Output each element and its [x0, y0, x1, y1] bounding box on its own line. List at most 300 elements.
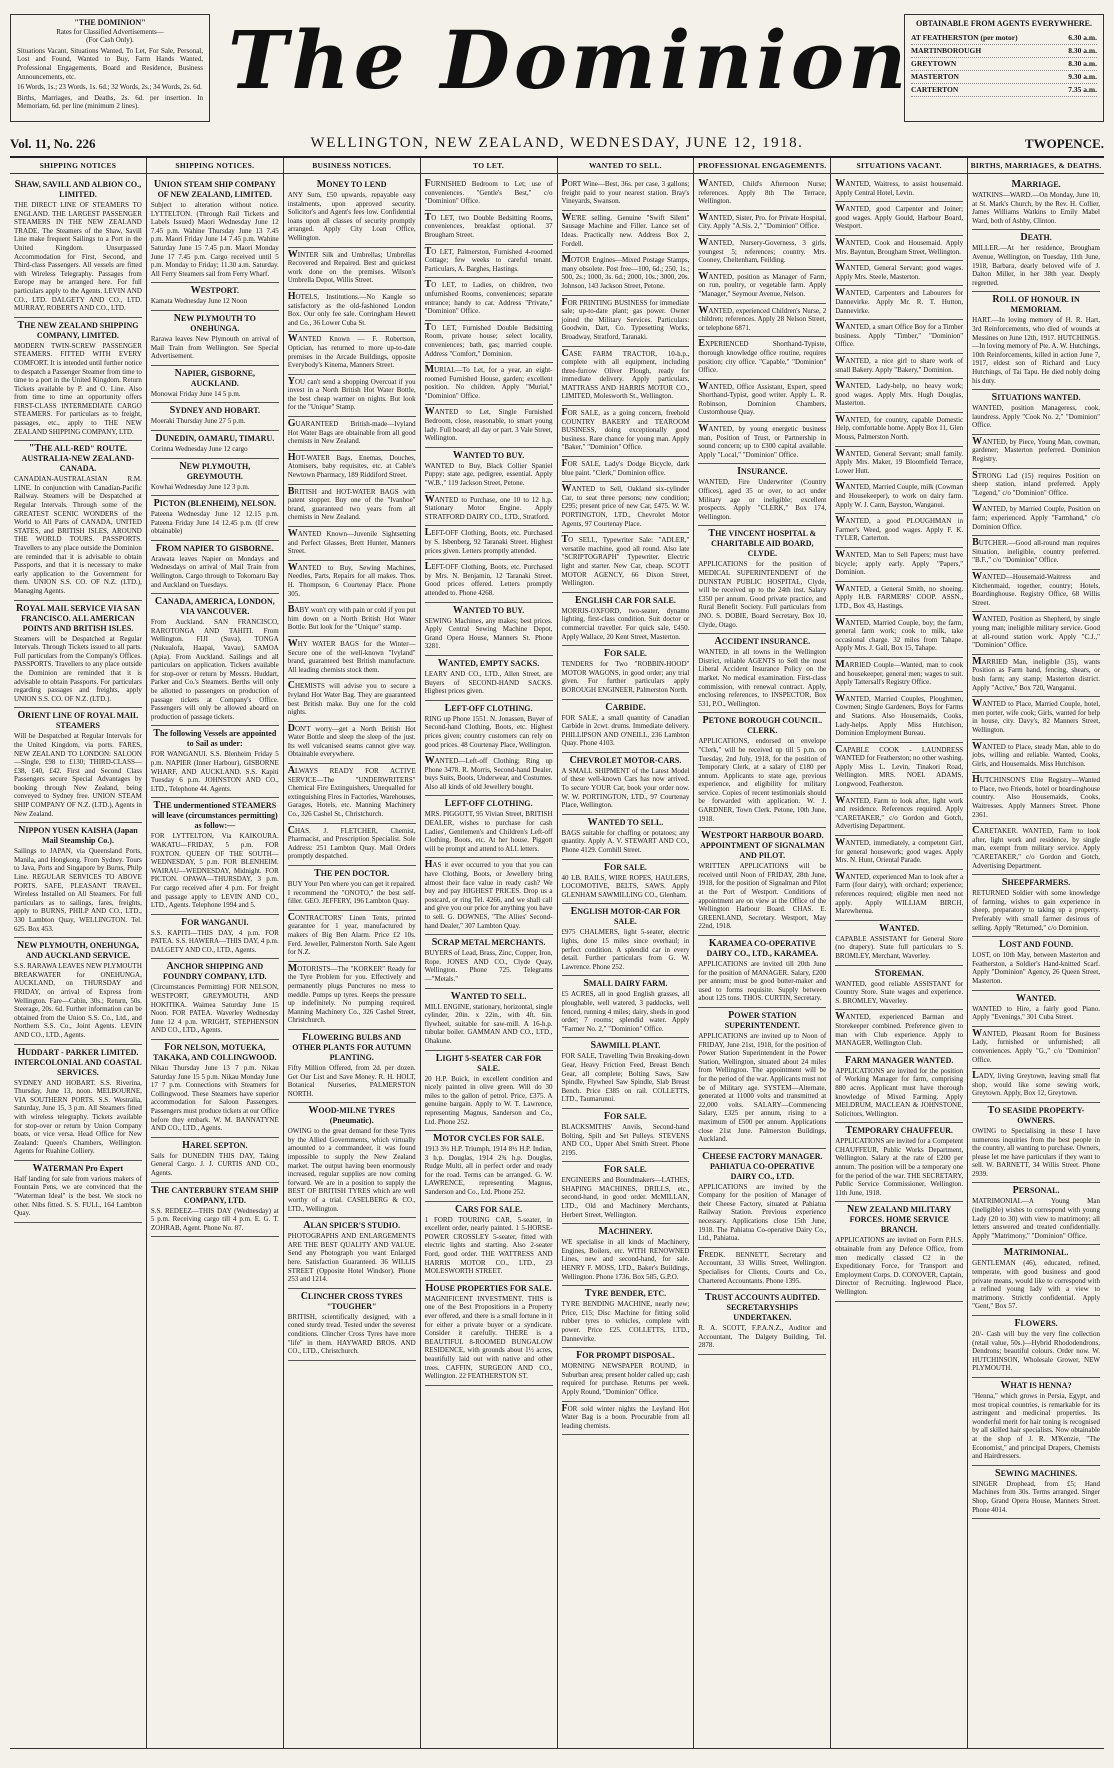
- advertisement: [562, 593, 690, 646]
- advertisement: [972, 1103, 1100, 1184]
- advertisement-body: WANTED, a nice girl to share work of small Bakery. Apply "Bakery," Dominion.: [835, 354, 964, 374]
- advertisement: [972, 875, 1100, 937]
- advertisement-body: MOTORISTS—The "KORKER" Ready for the Tyre Problem for you. Effectively and permanently plugs Punctures no mess to meddle. Pumps up tyres. Keeps the pressure up indefinitely. No pumping required. Manning Machinery Co., 326 Cashel Street, Christchurch.: [287, 962, 416, 1025]
- advertisement: [562, 860, 690, 905]
- advertisement-body: FOR LYTTELTON, Via KAIKOURA. WAKATU—FRIDAY, 5 p.m. FOR FOXTON. QUEEN OF THE SOUTH—WEDNESDAY, 5 p.m. FOR BLENHEIM. WAIRAU—WEDNESDAY, Midnight. FOR PICTON. OPAWA—THURSDAY, 3 p.m. For cargo received after 4 p.m. For freight and passage apply to LEVIN AND CO., LTD., Agents. Telephone 1994 and 5.: [150, 832, 279, 910]
- advertisement: [972, 536, 1100, 570]
- advertisement: [972, 773, 1100, 824]
- advertisement: [835, 236, 963, 261]
- advertisement: [562, 253, 690, 295]
- advertisement-body: Kowhai Wednesday June 12 3 p.m.: [150, 482, 250, 491]
- agents-place: CARTERTON: [911, 85, 959, 94]
- advertisement-body: BAGS suitable for chaffing or potatoes; any quantity. Apply A. V. STEWART AND CO., Phone 4129. Cornhill Street.: [561, 828, 690, 855]
- advertisement: [698, 1149, 826, 1248]
- advertisement-body: FOR SALE, Travelling Twin Breaking-down Gear, Heavy Friction Feed, Breast Bench Gear, all complete; Bolting Saws, Saw Spindle, Flywheel Saw Spindle, Slab Breast Bench. Price £385 on rail. COLLETTS, LTD., Taumarunui.: [561, 1052, 690, 1104]
- advertisement-body: WANTED, Farm to look after, light work and residence. References required. Apply "CARETAKER," c/o Gordon and Gotch, Advertising Department.: [835, 794, 964, 831]
- advertisement: [288, 248, 416, 290]
- advertisement: [562, 406, 690, 457]
- advertisement-body: WANTED, Sister, Pro. for Private Hospital, City. Apply "A.Sis. 2," "Dominion" Office.: [698, 211, 827, 231]
- advertisement: [288, 451, 416, 485]
- advertisement-heading: DEATH.: [1020, 232, 1052, 244]
- advertisement: [835, 202, 963, 236]
- advertisement-heading: WANTED TO BUY.: [452, 604, 525, 616]
- advertisement-heading: SEWING MACHINES.: [995, 1467, 1078, 1479]
- advertisement: [698, 1248, 826, 1290]
- column-5: [558, 158, 695, 1748]
- rates-box-line: Situations Vacant, Situations Wanted, To Let, For Sale, Personal, Lost and Found, Wanted to Buy, Farm Hands Wanted, Professional Engagements, Board and Residence, Business Announcements, etc.: [17, 46, 203, 81]
- advertisement: [562, 815, 690, 860]
- column-heading: SHIPPING NOTICES: [10, 158, 146, 174]
- advertisement-body: TENDERS for Two "ROBBIN-HOOD" MOTOR WAGONS, in good order; any trial given. For further particulars apply BOROUGH ENGINEER, Palmerston North.: [561, 660, 690, 694]
- advertisement: [425, 405, 553, 447]
- advertisement-heading: PICTON (BLENHEIM), NELSON.: [153, 498, 277, 510]
- advertisement: [972, 1378, 1100, 1466]
- advertisement-body: WANTED, Carpenters and Labourers for Dannevirke. Apply Mr. R. T. Hutton, Dannevirke.: [835, 287, 964, 315]
- advertisement-heading: FOR NELSON, MOTUEKA, TAKAKA, AND COLLINGWOOD.: [153, 1042, 277, 1063]
- advertisement: [562, 1162, 690, 1224]
- advertisement-heading: SCRAP METAL MERCHANTS.: [431, 937, 546, 949]
- advertisement-body: LEARY AND CO., LTD., Allen Street, are Buyers of SECOND-HAND SACKS. Highest prices given.: [424, 669, 553, 696]
- advertisement-body: WANTED to Sell, Oakland six-cylinder Car, to seat three persons; new condition; £295; present price of new Car, £475. W. W. PORTINGTON, LTD., Chevrolet Motor Agents, 97 Courtenay Place.: [561, 483, 690, 528]
- advertisement-body: CASE FARM TRACTOR, 10-h.p., complete with all equipment, including three-furrow Oliver Plough, ready for immediate delivery. Apply particulars, MATTRASS AND HARRIS MOTOR CO., LIMITED, Molesworth St., Wellington.: [561, 347, 690, 401]
- advertisement-heading: FLOWERS.: [1014, 1318, 1058, 1329]
- advertisement-heading: WESTPORT HARBOUR BOARD. APPOINTMENT OF SIGNALMAN AND PILOT.: [700, 830, 825, 861]
- advertisement-heading: MONEY TO LEND: [316, 179, 387, 190]
- advertisement: [698, 337, 826, 379]
- advertisement-heading: ENGLISH MOTOR-CAR FOR SALE.: [570, 906, 681, 927]
- advertisement: [972, 740, 1100, 774]
- advertisement: [835, 1010, 963, 1052]
- advertisement-body: YOU can't send a shopping Overcoat if you invest in a North British Hot Water Bottle, the best cheap warmer on nights. But look for the "Unique" Stamp.: [287, 375, 416, 412]
- advertisement: [698, 1290, 826, 1355]
- advertisement-body: WINTER Silk and Umbrellas; Umbrellas Recovered and Repaired. Best and quickest work done on the premises. Wilson's Umbrella Depot, Willis Street.: [287, 248, 416, 285]
- advertisement-heading: UNION STEAM SHIP COMPANY OF NEW ZEALAND, LIMITED.: [153, 179, 276, 199]
- advertisement: [425, 858, 553, 935]
- advertisement-body: Sails for DUNEDIN THIS DAY, Taking General Cargo. J. J. CURTIS AND CO., Agents.: [150, 1151, 279, 1177]
- advertisement-heading: CANADA, AMERICA, LONDON, VIA VANCOUVER.: [154, 596, 275, 617]
- agents-table: [911, 32, 1097, 97]
- advertisement: [698, 177, 826, 211]
- advertisement-heading: FLOWERING BULBS AND OTHER PLANTS FOR AUTUMN PLANTING.: [292, 1031, 412, 1062]
- advertisement: [972, 1069, 1100, 1103]
- advertisement: [151, 915, 279, 960]
- advertisement: [698, 713, 826, 828]
- advertisement-heading: MOTOR CYCLES FOR SALE.: [433, 1133, 545, 1145]
- advertisement-heading: NIPPON YUSEN KAISHA (Japan Mail Steamship Co.).: [18, 825, 138, 846]
- advertisement-body: MODERN TWIN-SCREW PASSENGER STEAMERS. FITTED WITH EVERY COMFORT. It is intended until further notice to despatch a Passenger Steamer from time to time to a port in the United Kingdom. Return Tickets available by P. and O. Line. Also from time to time an opportunity offers FIRST-CLASS INTERMEDIATE CARGO STEAMERS. For particulars as to freight, passages, etc., apply to THE NEW ZEALAND SHIPPING COMPANY, LTD.: [14, 341, 142, 436]
- advertisement: [972, 292, 1100, 390]
- advertisement-body: WANTED to Purchase, one 10 to 12 h.p. Stationary Motor Engine. Apply STRATFORD DAIRY CO., LTD., Stratford.: [424, 493, 553, 521]
- advertisement-body: RETURNED Soldier with some knowledge of farming, wishes to gain experience in sheep, preparatory to taking up a property. Preferably with small farmer desirous of selling. Apply "Returned," c/o Dominion.: [972, 889, 1100, 932]
- advertisement-body: ENGINEERS and Boundmakers—LATHES, SHAPING MACHINES, DRILLS, etc., second-hand, in good order. McMILLAN, LTD., Old and Machinery Merchants, Herbert Street, Wellington.: [561, 1176, 690, 1219]
- advertisement: [698, 828, 826, 936]
- advertisement-body: ANY Sum, £50 upwards, repayable easy instalments, upon approved security. Solicitor's and Agent's fees low. Confidential loans upon all classes of security promptly arranged. Apply City Loan Office, Wellington.: [287, 191, 416, 242]
- price: TWOPENCE.: [1024, 136, 1104, 151]
- advertisement-heading: WANTED TO SELL.: [587, 816, 664, 828]
- advertisement-heading: FOR SALE.: [603, 1110, 647, 1122]
- advertisement: [835, 480, 963, 514]
- advertisement-body: APPLICATIONS are invited for a Competent CHAUFFEUR, Public Works Department, Wellington. Salary at the rate of £200 per annum. The position will be a temporary one for the period of the war. THE SECRETARY, Public Service Commissioner, Wellington. 11th June, 1918.: [835, 1137, 964, 1197]
- advertisement-body: WANTED, for country, capable Domestic Help, comfortable home. Apply Box 11, Glen Mouss, Palmerston North.: [835, 413, 964, 442]
- advertisement: [835, 794, 963, 836]
- column-8: [968, 158, 1104, 1748]
- advertisement: [151, 959, 279, 1040]
- advertisement-heading: WATERMAN Pro Expert: [32, 1162, 124, 1174]
- advertisement: [288, 1103, 416, 1218]
- advertisement-body: S.S. KAPITI—THIS DAY, 4 p.m. FOR PATEA. S.S. HAWERA—THIS DAY, 4 p.m. DALGETY AND CO., LTD., Agents.: [150, 928, 279, 954]
- advertisement: [972, 1245, 1100, 1316]
- advertisement-heading: ACCIDENT INSURANCE.: [714, 636, 811, 648]
- advertisement-body: MAGNIFICENT INVESTMENT. THIS is one of the Best Propositions in a Property ever offered, and there is a small fortune in it for either a private buyer or a syndicate. Consider it carefully. THERE is a BEAUTIFUL 8-ROOMED BUNGALOW RESIDENCE, with grounds about 1½ acres, beautifully laid out with native and other trees. CAFFIN, SURGEON AND CO., Wellington. 22 FEATHERSTON ST.: [424, 1294, 553, 1381]
- rates-box-subtitle: Rates for Classified Advertisements—: [56, 27, 164, 36]
- advertisement-body: £5 ACRES, all in good English grasses, all ploughable, well watered, 3 paddocks, well fenced, running 4 miles; dairy, sheds in good order; 7 rooms; splendid water. Apply "Farmer No. 2," "Dominion" Office.: [561, 990, 690, 1033]
- advertisement-body: TO LET, two Double Bedsitting Rooms, conveniences, breakfast optional. 37 Brougham Street.: [424, 211, 553, 239]
- advertisement-body: MATRIMONIAL—A Young Man (ineligible) wishes to correspond with young Lady (20 to 30) with view to matrimony; all letters answered and treated confidentially. Apply "Matrimony," "Dominion" Office.: [972, 1197, 1100, 1240]
- advertisement: [425, 1051, 553, 1132]
- advertisement: [835, 692, 963, 743]
- advertisement: [835, 616, 963, 658]
- advertisement: [835, 1123, 963, 1202]
- advertisement-body: Sailings to JAPAN, via Queensland Ports, Manila, and Hongkong. From Sydney. Tours to Java, Ports and Singapore by Burns, Philp Line. REGULAR SERVICES TO ABOVE PORTS. SAFE, PLEASANT TRAVEL. Wireless Installed on All Steamers. For full particulars as to sailings, fares, freights, apply to BURNS, PHILP AND CO., LTD., 330 Lambton Quay, WELLINGTON. Tel. 625. Box 453.: [14, 847, 142, 933]
- advertisement: [562, 976, 690, 1038]
- advertisement: [14, 601, 142, 709]
- advertisement: [288, 332, 416, 374]
- advertisement-body: WANTED, by Piece, Young Man, cowman, gardener; Masterton preferred. Dominion Registry.: [972, 435, 1100, 464]
- advertisement-body: From Auckland. SAN FRANCISCO, RAROTONGA AND TAHITI. From Wellington. FIJI (Suva), TONGA (Nukualofa, Haapai, Vavau), SAMOA (Apia). From Auckland. Sailings and all particulars on application. Tickets available for stop-over or return by Messrs. Huddart, Parker and Co.'s Steamers. Berths will only be allotted to passengers on production of passage tickets at Company's Office. Passengers will only be allowed aboard on production of passage tickets.: [150, 618, 279, 721]
- advertisement: [972, 390, 1100, 435]
- advertisement-body: WANTED, experienced Children's Nurse, 2 children; references. Apply 28 Nelson Street, or telephone 6871.: [698, 304, 827, 332]
- advertisement-heading: WOOD-MILNE TYRES (Pneumatic).: [308, 1105, 395, 1126]
- agents-time: 9.30 a.m.: [1068, 72, 1097, 81]
- advertisement: [151, 311, 279, 366]
- advertisement-heading: KARAMEA CO-OPERATIVE DAIRY CO., LTD., KARAMEA.: [706, 938, 819, 958]
- advertisement-body: WANTED to Place, Married Couple, hotel, men porter, wife cook; Girls, wanted for help in house, city. Davy's, 82 Manners Street, Wellington.: [972, 698, 1100, 734]
- advertisement: [288, 824, 416, 866]
- advertisement-heading: WANTED.: [879, 922, 920, 934]
- advertisement-body: PHOTOGRAPHS AND ENLARGEMENTS ARE THE BEST QUALITY AND VALUE. Send any Photograph you want Enlarged here. Satisfaction Guaranteed. 36 WILLIS STREET (Opposite Hotel Windsor). Phone 253 and 1214.: [287, 1232, 416, 1284]
- advertisement: [288, 866, 416, 911]
- advertisement: [288, 485, 416, 527]
- advertisement-heading: LEFT-OFF CLOTHING.: [444, 702, 533, 714]
- advertisement: [835, 921, 963, 966]
- advertisement-body: WANTED Known — F. Robertson, Optician, has returned to more up-to-date premises in the Arcade Buildings, opposite Everybody's Kinema, Manners Street.: [287, 333, 416, 370]
- advertisement: [972, 1183, 1100, 1245]
- advertisement: [562, 296, 690, 347]
- advertisement: [425, 321, 553, 363]
- advertisement-body: Will be Despatched at Regular Intervals for the United Kingdom, via ports. FARES, NEW ZEALAND TO LONDON: SALOON—Single, £98 to £130; THIRD-CLASS—£38, £40, £42. First and Second Class Passengers secure Special Advantages by booking through New Zealand, being conveyed to Sydney free. UNION STEAM SHIP COMPANY OF N.Z. (LTD.), Agents in New Zealand.: [14, 732, 142, 818]
- advertisement-body: HART.—In loving memory of H. R. Hart, 3rd Reinforcements, who died of wounds at Messines on June 12th, 1917. HUTCHINGS.—In loving memory of Pte. A. W. Hutchings, 10th Reinforcements, killed in action June 7, 1917, eldest son of Richard and Lucy Hutchings, of Tai Tapu. He died nobly doing his duty.: [972, 316, 1100, 385]
- advertisement: [835, 286, 963, 320]
- advertisement-body: HUTCHINSON'S Elite Registry—Wanted to Place, two Friends, hotel or boardinghouse country. Also Housemaids, Cooks, Waitresses. Apply Manners Street. Phone 2361.: [972, 774, 1100, 819]
- advertisement-body: CARETAKER. WANTED, Farm to look after, light work and residence, by single man, exempt from military service. Apply "CARETAKER," c/o Gordon and Gotch, Advertising Department.: [972, 825, 1100, 870]
- advertisement-heading: THE CANTERBURY STEAM SHIP COMPANY, LTD.: [151, 1184, 279, 1205]
- advertisement-heading: THE VINCENT HOSPITAL & CHARITABLE AID BOARD, CLYDE.: [708, 528, 817, 559]
- advertisement-body: WANTED, Nursery-Governess, 3 girls, youngest 5; references; country. Mrs. Cooney, Cheltenham, Feilding.: [698, 236, 827, 265]
- advertisement: [562, 646, 690, 699]
- advertisement: [151, 798, 279, 914]
- advertisement-body: WANTED, good Carpenter and Joiner; good wages. Apply Gould, Harbour Board, Westport.: [835, 203, 964, 231]
- advertisement: [288, 637, 416, 679]
- advertisement-body: Nikau Thursday June 13 7 p.m. Nikau Saturday June 15 5 p.m. Nikau Monday June 17 7 p.m. Connections with Steamers for Collingwood. These Steamers have superior accommodation for Saloon Passengers. Passengers must produce tickets at our Office before they embark. W. M. BANNATYNE AND CO., LTD., Agents.: [150, 1064, 279, 1133]
- rates-box-line: Births, Marriages, and Deaths, 2s. 6d. per insertion. In Memoriam, 6d. per line (minimum 2 lines).: [17, 93, 203, 111]
- advertisement: [425, 701, 553, 754]
- masthead: [10, 8, 1104, 158]
- advertisement-heading: THE undermentioned STEAMERS will leave (circumstances permitting) as follow:—: [151, 800, 278, 831]
- advertisement-heading: SHEEPFARMERS.: [1001, 877, 1071, 889]
- advertisement-body: R. A. SCOTT, F.P.A.N.Z., Auditor and Accountant, The Dalgety Building, Tel. 2878.: [698, 1324, 827, 1350]
- advertisement-body: MORRIS-OXFORD, two-seater, dynamo lighting, first-class condition. Suit doctor or commercial traveller. For quick sale, £450. Apply Wallace, 20 Kent Street, Masterton.: [561, 606, 690, 641]
- column-heading: BIRTHS, MARRIAGES, & DEATHS.: [968, 158, 1104, 174]
- advertisement-heading: WHAT IS HENNA?: [1000, 1379, 1072, 1391]
- advertisement: [425, 935, 553, 988]
- advertisement-body: "Henna," which grows in Persia, Egypt, and most tropical countries, is remarkable for its astringent and medicinal properties. Its wonderful merit for hair toning is recognised by all skilled hair specialists. Now obtainable at the shop of J. R. M'Kenzie, "The Economist," and principal Drapers, Chemists and Hairdressers.: [972, 1391, 1100, 1461]
- advertisement-body: HOTELS, Institutions.—No Kangle so satisfactory as the old-fashioned London Box. Our only fee sale. Corringham Hewett and Co., 36 Lower Cuba St.: [287, 290, 416, 327]
- advertisement: [288, 290, 416, 332]
- advertisement-body: WANTED, Man to Sell Papers; must have bicycle; apply early. Apply "Papers," Dominion.: [835, 549, 964, 577]
- advertisement-heading: WANTED TO SELL.: [450, 990, 527, 1002]
- column-1: [10, 158, 147, 1748]
- advertisement: [288, 527, 416, 561]
- advertisement: [288, 679, 416, 721]
- advertisement-body: WANTED, Married Couples, Ploughmen, Cowmen; Single Gardeners, Boys for Farms and Stations. Also Housemaids, Cooks, Lady-helps. Apply Miss Hutchison, Dominion Employment Bureau.: [835, 692, 964, 738]
- advertisement-heading: SMALL DAIRY FARM.: [583, 978, 668, 990]
- column-heading: WANTED TO SELL.: [558, 158, 694, 174]
- advertisement-heading: TEMPORARY CHAUFFEUR.: [845, 1125, 953, 1137]
- advertisement: [425, 363, 553, 405]
- advertisement-body: WANTED, position Manageress, cook, laundress. Apply "Cook No. 2," "Dominion" Office.: [972, 404, 1100, 430]
- advertisement: [835, 582, 963, 616]
- advertisement: [835, 1053, 963, 1124]
- agents-place: MARTINBOROUGH: [911, 46, 982, 55]
- advertisement-heading: NAPIER, GISBORNE, AUCKLAND.: [174, 367, 255, 388]
- advertisement-heading: WESTPORT.: [190, 285, 240, 297]
- advertisement: [14, 318, 142, 442]
- advertisement-body: WANTED, position as Manager of Farm, on run, poultry, or vegetable farm. Apply "Manager," Seymour Avenue, Nelson.: [698, 270, 827, 298]
- advertisement-body: WANTED, General Servant; small family. Apply Mrs. Maker, 19 Bloomfield Terrace, Lower Hutt.: [835, 447, 964, 475]
- advertisement-heading: INSURANCE.: [737, 466, 788, 478]
- advertisement-body: MOTOR Engines—Mixed Postage Stamps, many obsolete. Post free—100, 6d.; 250, 1s.; 500, 2s.; 1000, 3s. 6d.; 2000, 10s.; 3000, 20s. Johnson, 143 Jackson Street, Petone.: [561, 254, 690, 290]
- advertisement-body: LADY, living Greytown, leaving small flat shop, would like some sewing work, Greytown. Apply, Box 12, Greytown.: [972, 1070, 1100, 1098]
- advertisement: [835, 966, 963, 1011]
- column-heading: BUSINESS NOTICES.: [284, 158, 420, 174]
- advertisement-body: (Circumstances Permitting) FOR NELSON, WESTPORT, GREYMOUTH, AND HOKITIKA. Waimea Saturday June 15 Noon. FOR PATEA. Waverley Wednesday June 12 4 p.m. WRIGHT, STEPHENSON AND CO., LTD., Agents.: [150, 983, 279, 1035]
- advertisement: [425, 754, 553, 796]
- rates-box-note: (For Cash Only).: [86, 36, 134, 45]
- advertisement: [14, 1045, 142, 1161]
- advertisement: [835, 1202, 963, 1301]
- advertisement: [425, 796, 553, 858]
- advertisement: [562, 700, 690, 753]
- advertisement-body: OWING to Specialising in these I have numerous inquiries from the best people in the country, all wanting to purchase. Owners, please let me have particulars if they want to sell. W. BARNETT, 34 Willis Street. Phone 2939.: [972, 1126, 1100, 1178]
- advertisement-body: Steamers will be Despatched at Regular Intervals. Through Tickets issued to all parts. Full particulars from the Company's Offices. PASSPORTS. Travellers to any place outside the Dominion are reminded that it is advisable to obtain Passports. For particulars regarding passages and freights, apply UNION S.S. CO. OF N.Z. (LTD.).: [14, 634, 142, 703]
- advertisement-body: BUYERS of Lead, Brass, Zinc, Copper, Iron, Rope. JONES AND CO., Clyde Quay, Wellington. Phone 725. Telegrams—"Metals.": [424, 949, 553, 983]
- advertisement-body: Subject to alteration without notice. LYTTELTON. (Through Rail Tickets and Labels Issued) Maori Wednesday June 12 7.45 p.m. Wahine Thursday June 13 7.45 p.m. Maori Friday June 14 7.45 p.m. Wahine Saturday June 15 7.45 p.m. Maori Monday June 17 7.45 p.m. Cargo received until 5 p.m. Monday to Friday; 11.30 a.m. Saturday. All Ferry Steamers sail from Ferry Wharf.: [150, 201, 279, 278]
- dateline: WELLINGTON, NEW ZEALAND, WEDNESDAY, JUNE 12, 1918.: [310, 135, 804, 151]
- advertisement-body: WANTED to Hire, a fairly good Piano. Apply "Evenings," 301 Cuba Street.: [972, 1004, 1100, 1022]
- advertisement-heading: SHAW, SAVILL AND ALBION CO., LIMITED.: [14, 179, 142, 199]
- advertisement: [698, 1008, 826, 1149]
- advertisement: [698, 936, 826, 1008]
- advertisement: [972, 697, 1100, 739]
- advertisement: [425, 1202, 553, 1281]
- advertisement-body: WANTED, Child's Afternoon Nurse; references. Apply 8th The Terrace, Wellington.: [698, 178, 827, 206]
- advertisement-body: GUARANTEED British-made—Ivyland Hot Water Bags are obtainable from all good chemists in New Zealand.: [287, 418, 416, 446]
- advertisement: [425, 211, 553, 245]
- advertisement-heading: MATRIMONIAL.: [1003, 1247, 1069, 1259]
- advertisement-heading: LIGHT 5-SEATER CAR FOR SALE.: [435, 1052, 542, 1073]
- advertisement-body: MARRIED Man, ineligible (35), wants Position as Farm hand, fencing, shears, or bush farm; any stamp; Masterton district. Apply "Active," Box 720, Wanganui.: [972, 655, 1100, 692]
- advertisement: [972, 612, 1100, 654]
- advertisement-body: A SMALL SHIPMENT of the Latest Model of these well-known Cars has now arrived. To secure YOUR Car, book your order now. W. W. PORTINGTON, LTD., 97 Courtenay Place, Wellington.: [561, 766, 690, 810]
- dateline-bar: [10, 132, 1104, 152]
- advertisement-body: BUY Your Pen where you can get it repaired. I recommend the "ONOTO," the best self-filler. GEO. JEFFERY, 196 Lambton Quay.: [287, 880, 416, 906]
- advertisement-heading: LEFT-OFF CLOTHING.: [444, 798, 533, 810]
- advertisement-body: MARRIED Couple—Wanted, man to cook and housekeeper, general men; wages to suit. Apply Tattersall's Registry Office.: [835, 658, 964, 687]
- advertisement-heading: "THE ALL-RED" ROUTE. AUSTRALIA-NEW ZEALAND-CANADA.: [21, 443, 135, 474]
- advertisement-body: 20 H.P. Buick, in excellent condition and nicely painted in olive green. Will do 30 miles to the gallon of petrol. Price, £375. A genuine bargain. Apply to W. T. Lawrence, representing Magnus, Sanderson and Co., Ltd. Phone 252.: [424, 1074, 553, 1126]
- advertisement: [835, 320, 963, 354]
- advertisement-body: FOR sold winter nights the Leyland Hot Water Bag is a boon. Procurable from all leading chemists.: [561, 1402, 690, 1430]
- advertisement: [288, 177, 416, 248]
- agents-place: MASTERTON: [911, 72, 959, 81]
- advertisement-body: WANTED—Left-off Clothing; Ring up Phone 3478. R. Morris, Second-hand Dealer, buys Suits, Boots, Underwear, and Costumes. Also all kinds of old Jewellery bought.: [424, 755, 553, 791]
- advertisement-heading: STOREMAN.: [874, 967, 924, 979]
- advertisement-body: 20/- Cash will buy the very fine collection (retail value, 50s.)—Hybrid Rhododendrons, Dendrons; beautiful colours. Order now. W. HUTCHINSON, Wholesale Grower, NEW PLYMOUTH.: [972, 1330, 1100, 1373]
- advertisement: [562, 1224, 690, 1286]
- advertisement-body: WANTED, Married Couple, boy; the farm, general farm work; cook to milk, take occasional charge. 32 miles from Tahape. Apply Mrs. J. Gall, Box 15, Tahape.: [835, 616, 964, 653]
- advertisement: [835, 743, 963, 794]
- advertisement-body: WANTED, a smart Office Boy for a Timber business. Apply "Timber," "Dominion" Office.: [835, 321, 964, 349]
- advertisement-body: TO LET, to Ladies, on children, two unfurnished Rooms, conveniences; separate entrance; handy to car. Address "Private," "Dominion" Office.: [424, 279, 553, 316]
- advertisement-body: WANTED, Fire Underwriter (Country Offices), aged 35 or over, to act under Military age or ineligible; excellent prospects. Apply "CLERK," Box 174, Wellington.: [698, 478, 827, 521]
- advertisement-body: TO SELL, Typewriter Sale: "ADLER," versatile machine, good all round. Also late "SCRIPTOGRAPH" Typewriter. Electric light and starter. New Car, cheap. SCOTT MOTOR AGENCY, 66 Dixon Street, Wellington.: [561, 534, 690, 588]
- advertisement-body: APPLICATIONS are invited for the position of Working Manager for farm, comprising 880 acres. Applicant must have thorough knowledge of Mixed Farming. Apply MELDRUM, MACLEAN & JOHNSTONE, Solicitors, Wellington.: [835, 1066, 964, 1118]
- advertisement-body: APPLICATIONS, endorsed on envelope "Clerk," will be received up till 5 p.m. on Tuesday, 2nd July, 1918, for the position of Temporary Clerk, at a salary of £180 per annum. Applicants to state age, previous experience, and eligibility for military service. Copies of recent testimonials should be forwarded with application. W. J. GARDNER, Town Clerk. Petone, 10th June, 1918.: [698, 737, 827, 823]
- advertisement-body: FOR WANGANUI. S.S. Blenheim Friday 5 p.m. NAPIER (Inner Harbour), GISBORNE WHARF, AND AUCKLAND. S.S. Kapiti Tuesday 6 p.m. JOHNSTON AND CO., LTD., Telephone 44. Agents.: [150, 750, 279, 793]
- advertisement: [425, 177, 553, 211]
- newspaper-page: [10, 8, 1104, 1752]
- advertisement-body: S.S. RARAWA LEAVES NEW PLYMOUTH BREAKWATER for ONEHUNGA, AUCKLAND, on THURSDAY and FRIDAY, on arrival of Express from Wellington. Fare—Cabin, 30s.; Return, 50s. Steerage, 20s. 6d. Further information can be obtained from the Union S.S. Co., Ltd., and Northern S.S. Co., Joint Agents. LEVIN AND CO., LTD., Agents.: [14, 962, 142, 1039]
- advertisement-heading: CLINCHER CROSS TYRES "TOUGHER": [300, 1290, 403, 1311]
- advertisement-body: LEFT-OFF Clothing, Boots, etc. Purchased by Mrs. N. Benjamin, 12 Taranaki Street. Good prices offered. Letters promptly attended to. Phone 4268.: [424, 561, 553, 597]
- advertisement: [698, 380, 826, 422]
- advertisement: [972, 230, 1100, 292]
- advertisement: [562, 177, 690, 211]
- advertisement: [151, 403, 279, 431]
- column-heading: PROFESSIONAL ENGAGEMENTS.: [694, 158, 830, 174]
- advertisement-body: MILL ENGINE, stationary, horizontal, single cylinder, 20in. x 22in., with 4ft. 6in. flywheel, suitable for saw-mill. A 16-h.p. tubular boiler. GAMMAN AND CO., LTD., Ohakune.: [424, 1002, 553, 1045]
- advertisement-heading: PERSONAL.: [1012, 1185, 1060, 1197]
- advertisement: [698, 464, 826, 526]
- agents-place: AT FEATHERSTON (per motor): [911, 33, 1018, 42]
- page-footer-rule: [10, 1749, 1104, 1755]
- advertisement-body: MILLER.—At her residence, Brougham Avenue, Wellington, on Tuesday, 11th June, 1918, Barbara, dearly beloved wife of J. Dalton Miller, in her 38th year. Deeply regretted.: [972, 244, 1100, 287]
- advertisement-heading: THE NEW ZEALAND SHIPPING COMPANY, LIMITED.: [17, 319, 139, 340]
- advertisement-heading: CHEVROLET MOTOR-CARS.: [569, 754, 682, 766]
- advertisement-body: CAPABLE COOK - LAUNDRESS WANTED for Featherston; no other washing. Apply Miss L. Levin, Tinakori Road, Wellington. MRS. NOEL ADAMS, Longwood, Featherston.: [835, 743, 964, 789]
- advertisement-body: WANTED—Housemaid-Waitress and Kitchenmaid, together, country; Hotels, Boardinghouse. Registry Office, 68 Willis Street.: [972, 571, 1100, 607]
- advertisement: [835, 658, 963, 692]
- advertisement-body: WANTED, Lady-help, no heavy work; good wages. Apply Mrs. Hugh Douglas, Masterton.: [835, 380, 964, 408]
- advertisement: [972, 824, 1100, 875]
- advertisement-body: APPLICATIONS for the position of MEDICAL SUPERINTENDENT of the DUNSTAN PUBLIC HOSPITAL, Clyde, will be received up to the 24th inst. Salary £350 per annum. Good private practice, and Rural Benefit Society. Full particulars from JNO. S. DOBIE, Board Secretary, Box 10, Clyde, Otago.: [698, 560, 827, 629]
- advertisement-body: HOT-WATER Bags, Enemas, Douches, Atomisers, baby requisites, etc. at Cable's Newtown Pharmacy, 189 Riddiford Street.: [287, 451, 416, 480]
- advertisement-body: BUTCHER.—Good all-round man requires Situation, ineligible, country preferred. "B.F.," c/o "Dominion" Office.: [972, 537, 1100, 565]
- advertisement: [698, 526, 826, 634]
- agents-place: GREYTOWN: [911, 59, 957, 68]
- advertisement: [425, 448, 553, 493]
- advertisement: [698, 270, 826, 304]
- advertisement-heading: LOST AND FOUND.: [999, 939, 1073, 951]
- advertisement: [698, 236, 826, 270]
- advertisement: [425, 1131, 553, 1202]
- advertisement-body: WATKINS—WARD.—On Monday, June 10, at St. Mark's Church, by the Rev. H. Collier, James Williams Watkins to Emily Mabel Ward, both of Ashby, Clinton.: [972, 191, 1100, 225]
- advertisement-body: WANTED, experienced Man to look after a Farm (four dairy), with orchard; experience; references required; eligible men need not apply. Apply WILLIAM BIRCH, Marewhenua.: [835, 870, 964, 916]
- advertisement-heading: FOR PROMPT DISPOSAL.: [576, 1350, 675, 1362]
- advertisement: [288, 722, 416, 764]
- advertisement-body: CAPABLE ASSISTANT for General Store (no drapery). State full particulars to S. BROMLEY, Merchant, Waverley.: [835, 934, 964, 960]
- advertisement-body: EXPERIENCED Shorthand-Typiste, thorough knowledge office routine, requires position; city office. "Capable," "Dominion" Office.: [698, 338, 827, 375]
- advertisement-heading: NEW ZEALAND MILITARY FORCES. HOME SERVICE BRANCH.: [846, 1204, 952, 1235]
- advertisement-body: FOR SALE, as a going concern, freehold COUNTRY BAKERY and TEAROOM BUSINESS, doing exceptionally good business. Rare chance for young man. Apply "Baker," "Dominion" Office.: [561, 407, 690, 452]
- advertisement-heading: DUNEDIN, OAMARU, TIMARU.: [155, 432, 275, 444]
- advertisement-body: BRITISH, scientifically designed, with a coned sturdy tread. Tested under the severest conditions. Clincher Cross Tyres have more "life" in them. HAYWARD BROS. AND CO., LTD., Christchurch.: [287, 1312, 416, 1356]
- advertisement-body: CHAS. J. FLETCHER, Chemist, Pharmacist, and Prescription Specialist. Sole Address: 251 Lambton Quay. Mail Orders promptly despatched.: [287, 824, 416, 861]
- advertisement-body: BRITISH and HOT-WATER BAGS with patent stopper. Buy one of the "Ivanhoe" brand, guaranteed two years from all chemists in New Zealand.: [287, 485, 416, 522]
- advertisement: [835, 548, 963, 582]
- advertisement: [151, 541, 279, 594]
- advertisement: [562, 457, 690, 482]
- advertisement: [562, 904, 690, 976]
- agents-time: 6.30 a.m.: [1068, 33, 1097, 42]
- advertisement-body: FREDK. BENNETT, Secretary and Accountant, 33 Willis Street, Wellington. Specialises for Clients, Courts and Co., Chartered Accountants. Phone 1395.: [698, 1248, 827, 1285]
- advertisement: [562, 347, 690, 407]
- column-2: [147, 158, 284, 1748]
- advertisement-body: DON'T worry—get a North British Hot Water Bottle and sleep the sleep of the just. Its well vulcanised seams cannot give way. Obtainable everywhere.: [287, 722, 416, 759]
- advertisement-body: GENTLEMAN (46), educated, refined, temperate, with good business and good private means, would like to correspond with a refined young lady with a view to matrimony. Strictly confidential. Apply "Gent," Box 57.: [972, 1259, 1100, 1311]
- advertisement-heading: SAWMILL PLANT.: [590, 1040, 661, 1052]
- advertisement-body: APPLICATIONS are invited on Form P.H.S. obtainable from any Defence Office, from men medically classed C2 in the Expeditionary Force, for Transport and Employment Corps. D. CONOVER, Captain, Director of Recruiting. Inglewood Place, Wellington.: [835, 1236, 964, 1296]
- column-6: [694, 158, 831, 1748]
- advertisement-body: Rarawa leaves New Plymouth on arrival of Mail Train from Wellington. See Special Advertisement.: [150, 334, 279, 361]
- advertisement-body: WANTED, in all towns in the Wellington District, reliable AGENTS to Sell the most Liberal Accident Insurance Policy on the market. No medical examination. First-class commission, with renewal contract. Apply, enclosing references, to INSPECTOR, Box 531, P.O., Wellington.: [698, 648, 827, 708]
- advertisement-body: WHY WATER BAGS for the Winter—Secure one of the well-known "Ivyland" brand, guaranteed best British manufacture. All leading chemists stock them.: [287, 637, 416, 674]
- advertisement-heading: FARM MANAGER WANTED.: [844, 1054, 954, 1066]
- advertisement: [425, 603, 553, 656]
- advertisement-body: 40 LB. RAILS, WIRE ROPES, HAULERS, LOCOMOTIVE, BELTS, SAWS. Apply GLENHAM SAWMILLING CO., Glenham.: [561, 873, 690, 899]
- advertisement-body: APPLICATIONS are invited till 20th June for the position of MANAGER. Salary, £200 per annum; must be good butter-maker and used to forms requisite. Supply between about 125 tons. THOS. CURTIN, Secretary.: [698, 960, 827, 1003]
- advertisement: [835, 870, 963, 921]
- advertisement-heading: ENGLISH CAR FOR SALE.: [574, 594, 676, 606]
- advertisement: [698, 422, 826, 464]
- advertisement-body: SEWING Machines, any makes; best prices. Apply Central Sewing Machine Depot, Grand Opera House, Manners St. Phone 3281.: [424, 616, 553, 651]
- advertisement: [151, 1183, 279, 1238]
- advertisement: [151, 726, 279, 798]
- advertisement: [288, 911, 416, 962]
- advertisement-heading: HAREL SEPTON.: [182, 1139, 248, 1151]
- advertisement: [14, 823, 142, 938]
- advertisement-body: CHEMISTS will advise you to secure a Ivyland Hot Water Bag. They are guaranteed best British make. Buy one for the cold nights.: [287, 680, 416, 717]
- advertisement: [698, 634, 826, 713]
- advertisement-body: WANTED, Pleasant Room for Business Lady, furnished or unfurnished; all conveniences. Apply "G.," c/o "Dominion" Office.: [972, 1027, 1100, 1064]
- advertisement: [972, 937, 1100, 990]
- advertisement-heading: ALAN SPICER'S STUDIO.: [303, 1220, 401, 1232]
- advertisement-heading: FROM NAPIER TO GISBORNE.: [155, 542, 274, 554]
- agents-row: [911, 84, 1097, 97]
- advertisement-heading: ROYAL MAIL SERVICE VIA SAN FRANCISCO. ALL AMERICAN POINTS AND BRITISH ISLES.: [15, 602, 140, 633]
- advertisement-heading: TRUST ACCOUNTS AUDITED. SECRETARYSHIPS UNDERTAKEN.: [704, 1292, 820, 1323]
- advertisement-body: WANTED Known—Juvenile Sightsetting and Perfect Glasses, Brett Hunter, Manners Street.: [287, 528, 416, 556]
